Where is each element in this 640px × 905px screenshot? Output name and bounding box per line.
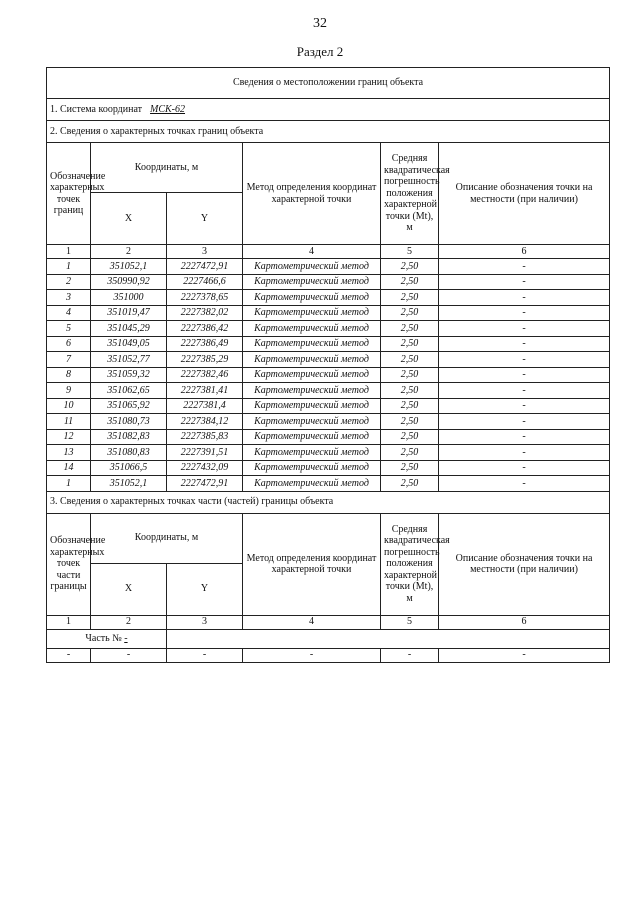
description-cell: - — [439, 367, 610, 383]
col-number: 4 — [243, 615, 381, 629]
method-cell: Картометрический метод — [243, 460, 381, 476]
part-label-cell — [47, 629, 167, 648]
table-row — [47, 336, 610, 352]
point-number-cell: 8 — [47, 367, 91, 383]
point-number-cell: 12 — [47, 429, 91, 445]
description-cell: - — [439, 274, 610, 290]
part-a-header-row-1 — [47, 143, 610, 193]
coord-y-cell: 2227466,6 — [167, 274, 243, 290]
header-method: Метод определения координат характерной точки — [243, 143, 381, 245]
coord-y-cell: 2227378,65 — [167, 290, 243, 306]
table-row — [47, 259, 610, 275]
description-cell: - — [439, 321, 610, 337]
table-row — [47, 445, 610, 461]
part-b-column-numbers — [47, 615, 610, 629]
part-a-column-numbers — [47, 245, 610, 259]
point-number-cell: 10 — [47, 398, 91, 414]
accuracy-cell: 2,50 — [381, 274, 439, 290]
col-number: 1 — [47, 615, 91, 629]
coord-y-cell: 2227382,02 — [167, 305, 243, 321]
table-row — [47, 414, 610, 430]
point-number-cell: 11 — [47, 414, 91, 430]
point-number-cell: 1 — [47, 259, 91, 275]
table-title: Сведения о местоположении границ объекта — [47, 68, 610, 99]
coord-system-label: 1. Система координат — [50, 103, 143, 115]
description-cell: - — [439, 414, 610, 430]
coord-x-cell: 351052,77 — [91, 352, 167, 368]
empty-cell: - — [243, 648, 381, 662]
col-number: 6 — [439, 245, 610, 259]
point-number-cell: 5 — [47, 321, 91, 337]
method-cell: Картометрический метод — [243, 445, 381, 461]
header-designation: Обозначение характерных точек границ — [47, 143, 91, 245]
table-row — [47, 321, 610, 337]
col-number: 3 — [167, 245, 243, 259]
description-cell: - — [439, 383, 610, 399]
description-cell: - — [439, 352, 610, 368]
point-number-cell: 2 — [47, 274, 91, 290]
coord-system-row — [47, 99, 610, 121]
part-a-heading-row — [47, 121, 610, 143]
method-cell: Картометрический метод — [243, 321, 381, 337]
table-row — [47, 352, 610, 368]
coord-x-cell: 351082,83 — [91, 429, 167, 445]
boundary-table — [46, 67, 610, 663]
description-cell: - — [439, 259, 610, 275]
description-cell: - — [439, 336, 610, 352]
accuracy-cell: 2,50 — [381, 445, 439, 461]
method-cell: Картометрический метод — [243, 259, 381, 275]
col-number: 6 — [439, 615, 610, 629]
method-cell: Картометрический метод — [243, 476, 381, 492]
coord-system-cell — [47, 99, 610, 121]
part-label: Часть № — [85, 632, 122, 644]
table-row — [47, 367, 610, 383]
coord-x-cell: 351062,65 — [91, 383, 167, 399]
method-cell: Картометрический метод — [243, 352, 381, 368]
col-number: 1 — [47, 245, 91, 259]
coord-y-cell: 2227391,51 — [167, 445, 243, 461]
coord-y-cell: 2227381,4 — [167, 398, 243, 414]
table-row — [47, 460, 610, 476]
method-cell: Картометрический метод — [243, 336, 381, 352]
point-number-cell: 7 — [47, 352, 91, 368]
accuracy-cell: 2,50 — [381, 460, 439, 476]
part-label-row — [47, 629, 610, 648]
accuracy-cell: 2,50 — [381, 383, 439, 399]
accuracy-cell: 2,50 — [381, 367, 439, 383]
table-row — [47, 398, 610, 414]
accuracy-cell: 2,50 — [381, 336, 439, 352]
coord-y-cell: 2227386,42 — [167, 321, 243, 337]
accuracy-cell: 2,50 — [381, 305, 439, 321]
part-b-heading: 3. Сведения о характерных точках части (частей) границы объекта — [47, 491, 610, 513]
method-cell: Картометрический метод — [243, 429, 381, 445]
description-cell: - — [439, 476, 610, 492]
description-cell: - — [439, 445, 610, 461]
accuracy-cell: 2,50 — [381, 321, 439, 337]
method-cell: Картометрический метод — [243, 383, 381, 399]
coord-y-cell: 2227381,41 — [167, 383, 243, 399]
page-number: 32 — [313, 16, 327, 31]
col-number: 3 — [167, 615, 243, 629]
header-description: Описание обозначения точки на местности (при наличии) — [439, 513, 610, 615]
coord-x-cell: 351080,73 — [91, 414, 167, 430]
method-cell: Картометрический метод — [243, 367, 381, 383]
accuracy-cell: 2,50 — [381, 476, 439, 492]
coord-y-cell: 2227385,29 — [167, 352, 243, 368]
header-coordinates: Координаты, м — [91, 513, 243, 563]
header-y: Y — [167, 563, 243, 615]
accuracy-cell: 2,50 — [381, 414, 439, 430]
header-description: Описание обозначения точки на местности (при наличии) — [439, 143, 610, 245]
description-cell: - — [439, 398, 610, 414]
table-row — [47, 383, 610, 399]
point-number-cell: 3 — [47, 290, 91, 306]
coord-system-value: МСК-62 — [150, 103, 186, 115]
empty-cell: - — [91, 648, 167, 662]
table-title-row — [47, 68, 610, 99]
col-number: 5 — [381, 245, 439, 259]
coord-x-cell: 351052,1 — [91, 259, 167, 275]
empty-cell: - — [439, 648, 610, 662]
point-number-cell: 14 — [47, 460, 91, 476]
part-b-empty-row — [47, 648, 610, 662]
method-cell: Картометрический метод — [243, 398, 381, 414]
accuracy-cell: 2,50 — [381, 259, 439, 275]
coord-x-cell: 351080,83 — [91, 445, 167, 461]
part-b-header-row-1 — [47, 513, 610, 563]
coord-x-cell: 351000 — [91, 290, 167, 306]
part-number: - — [124, 632, 128, 644]
coord-y-cell: 2227472,91 — [167, 259, 243, 275]
coord-x-cell: 351059,32 — [91, 367, 167, 383]
coord-x-cell: 351066,5 — [91, 460, 167, 476]
coord-x-cell: 351052,1 — [91, 476, 167, 492]
method-cell: Картометрический метод — [243, 290, 381, 306]
table-row — [47, 305, 610, 321]
header-accuracy: Средняя квадратическая погрешность положения характерной точки (Mt), м — [381, 143, 439, 245]
coord-x-cell: 351065,92 — [91, 398, 167, 414]
accuracy-cell: 2,50 — [381, 352, 439, 368]
col-number: 4 — [243, 245, 381, 259]
empty-cell: - — [167, 648, 243, 662]
accuracy-cell: 2,50 — [381, 290, 439, 306]
empty-cell: - — [381, 648, 439, 662]
col-number: 5 — [381, 615, 439, 629]
method-cell: Картометрический метод — [243, 414, 381, 430]
coord-x-cell: 351019,47 — [91, 305, 167, 321]
description-cell: - — [439, 305, 610, 321]
header-method: Метод определения координат характерной точки — [243, 513, 381, 615]
header-coordinates: Координаты, м — [91, 143, 243, 193]
coord-y-cell: 2227472,91 — [167, 476, 243, 492]
table-row — [47, 476, 610, 492]
header-x: X — [91, 193, 167, 245]
header-designation: Обозначение характерных точек части границы — [47, 513, 91, 615]
method-cell: Картометрический метод — [243, 305, 381, 321]
point-number-cell: 1 — [47, 476, 91, 492]
coord-y-cell: 2227386,49 — [167, 336, 243, 352]
coord-x-cell: 351045,29 — [91, 321, 167, 337]
accuracy-cell: 2,50 — [381, 398, 439, 414]
description-cell: - — [439, 460, 610, 476]
section-title: Раздел 2 — [296, 44, 344, 59]
point-number-cell: 9 — [47, 383, 91, 399]
coord-y-cell: 2227384,12 — [167, 414, 243, 430]
table-row — [47, 429, 610, 445]
method-cell: Картометрический метод — [243, 274, 381, 290]
point-number-cell: 4 — [47, 305, 91, 321]
col-number: 2 — [91, 245, 167, 259]
coord-x-cell: 350990,92 — [91, 274, 167, 290]
point-number-cell: 13 — [47, 445, 91, 461]
table-row — [47, 290, 610, 306]
header-accuracy: Средняя квадратическая погрешность положения характерной точки (Mt), м — [381, 513, 439, 615]
col-number: 2 — [91, 615, 167, 629]
part-a-heading: 2. Сведения о характерных точках границ объекта — [47, 121, 610, 143]
description-cell: - — [439, 429, 610, 445]
coord-x-cell: 351049,05 — [91, 336, 167, 352]
description-cell: - — [439, 290, 610, 306]
coord-y-cell: 2227432,09 — [167, 460, 243, 476]
accuracy-cell: 2,50 — [381, 429, 439, 445]
part-label-empty — [167, 629, 610, 648]
table-row — [47, 274, 610, 290]
coord-y-cell: 2227385,83 — [167, 429, 243, 445]
header-y: Y — [167, 193, 243, 245]
part-b-heading-row — [47, 491, 610, 513]
point-number-cell: 6 — [47, 336, 91, 352]
empty-cell: - — [47, 648, 91, 662]
header-x: X — [91, 563, 167, 615]
coord-y-cell: 2227382,46 — [167, 367, 243, 383]
